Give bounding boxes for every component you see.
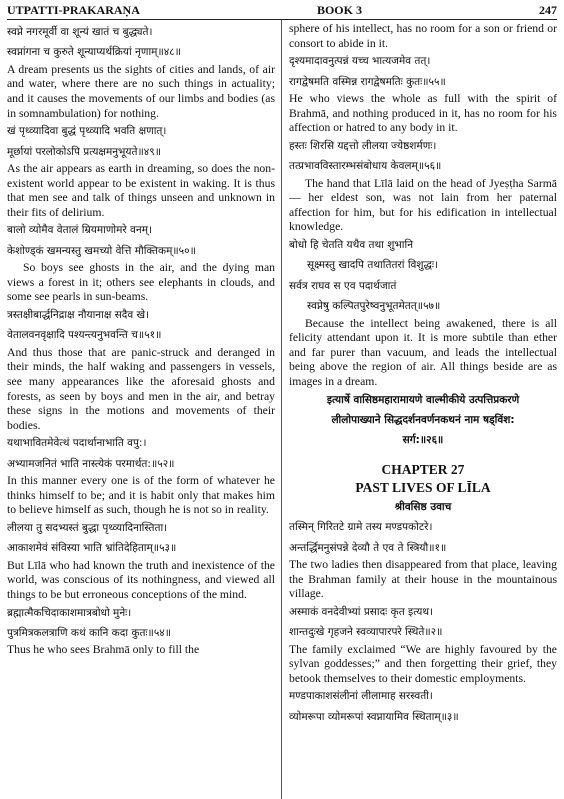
verse-line: अस्माकं वनदेवीभ्यां प्रसादः कृत इत्यथ।	[289, 605, 434, 618]
verse-line: स्वप्ने नगरमूर्वी वा शून्यं खातं च बुद्ध्यते।	[7, 26, 153, 38]
sanskrit-verse	[7, 603, 275, 644]
verse-line: स्वप्नांगना च कुरुते शून्याप्यर्थक्रियां नृणाम्॥४८॥	[7, 46, 181, 59]
translation-paragraph: And thus those that are panic-struck and deranged in their minds, the half waking and passengers in vessels, see many appearances like the aforesaid ghosts and forests, as seen by boys and men in the air, and betray these signs in the motions and movements of their bodies.	[7, 345, 275, 432]
verse-line: हस्तः शिरसि यद्दत्तो लीलया ज्येष्ठशर्मणः।	[289, 139, 437, 152]
sanskrit-verse	[7, 22, 275, 63]
verse-line: मण्डपाकाशसंलीनां लीलामाह सरस्वती।	[289, 690, 433, 703]
translation-paragraph: In this manner every one is of the form of whatever he thinks himself to be; and it is habit only that makes him to believe himself as such, though he is not so in reality.	[7, 474, 275, 517]
translation-paragraph: A dream presents us the sights of cities and lands, of air and water, where there are no such things in actuality; and it causes the movements of our limbs and bodies (as in somnambulation) for nothing.	[7, 62, 275, 120]
left-column	[7, 22, 275, 799]
verse-line: केशोण्ड्कं खमन्यस्तु खमच्यो वेत्ति मौक्तिकम्॥५०॥	[7, 244, 196, 257]
verse-line: रागद्वेषमति वस्मिन्न रागद्वेषमतिः कुतः॥५५॥	[289, 75, 446, 88]
verse-line: अभ्यामजनितं भाति नास्त्येकं परमार्थत:॥५२॥	[7, 457, 175, 470]
verse-line: आकाशमेवं संविस्या भाति भ्रांतिदेहिताम्॥५३॥	[7, 542, 177, 555]
verse-line: दृश्यमादावनुत्पन्नं यच्च भात्यजमेव तत्।	[289, 55, 431, 68]
sanskrit-verse	[7, 121, 275, 162]
verse-line: वेतालवनवृक्षादि पश्यन्त्यनुभवन्ति च॥५१॥	[7, 329, 162, 342]
verse-line: यथाभावितमेवेत्थं पदार्थानाभाति वपु:।	[7, 437, 147, 450]
translation-paragraph: He who views the whole as full with the spirit of Brahmā, and nothing produced in it, has no room for his affection or hatred to any body in it.	[289, 92, 557, 135]
sanskrit-verse	[7, 518, 275, 559]
verse-line: त्रस्तक्षीबार्द्धनिद्राक्ष नौयानाक्ष सदैव खे।	[7, 308, 150, 321]
verse-line: लीलोपाख्याने सिद्धदर्शनवर्णनकथनं नाम षड्विंश:	[331, 413, 515, 426]
header-rule	[7, 19, 557, 20]
verse-line: इत्यार्षे वासिष्ठमहारामायणे वाल्मीकीये उत्पत्तिप्रकरणे	[326, 393, 520, 406]
sanskrit-verse	[289, 136, 557, 177]
translation-paragraph: Thus he who sees Brahmā only to fill the	[7, 643, 200, 657]
sanskrit-verse	[7, 305, 275, 346]
colophon-verse	[289, 390, 557, 451]
verse-line: सर्वत्र राघव स एव पदार्थजातं	[289, 279, 397, 292]
sanskrit-verse	[289, 235, 557, 317]
verse-line: खं पृथ्व्यादिवा बुद्धं पृथ्व्यादि भवति क्षणात्।	[7, 125, 167, 138]
translation-paragraph: Because the intellect being awakened, there is all felicity attendant upon it. It is more subtile than ether and far purer than vacuum, and leads the intellectual being above the region of air. All things beside are as images in a dream.	[289, 316, 557, 388]
translation-paragraph: The two ladies then disappeared from that place, leaving the Brahman family at their house in the mountainous village.	[289, 558, 557, 601]
verse-line: श्रीवसिष्ठ उवाच	[394, 500, 452, 513]
sanskrit-verse	[7, 433, 275, 474]
sanskrit-verse	[289, 602, 557, 643]
verse-line: अन्तर्द्धिमनुसंपन्ने देव्यौ ते एव ते स्त्रियौ॥१॥	[289, 541, 447, 554]
verse-line: शान्तदुःखे गृहजने स्वव्यापारपरे स्थिते॥२॥	[289, 626, 443, 639]
sanskrit-verse	[289, 686, 557, 727]
verse-line: सूक्ष्मस्तु खादपि तथातितरां विशुद्धः।	[307, 259, 439, 272]
header-title: UTPATTI-PRAKARAṆA	[7, 2, 140, 17]
verse-line: सर्ग:॥२६॥	[402, 434, 444, 447]
sanskrit-verse	[289, 517, 557, 558]
verse-line: ब्रह्मात्मैकचिदाकाशमात्रबोधो मुनेः।	[7, 606, 132, 619]
column-divider	[281, 20, 282, 799]
sanskrit-verse	[289, 51, 557, 92]
verse-line: बालो व्योमैव वेतालं म्रियमाणोमरे वनम्।	[7, 224, 152, 237]
translation-paragraph: So boys see ghosts in the air, and the dying man views a forest in it; others see elephants in clouds, and some see pearls in sun-beams.	[7, 261, 275, 304]
verse-line: बोधो हि चेतति यथैव तथा शुभानि	[289, 238, 414, 251]
chapter-number: CHAPTER 27	[381, 461, 465, 477]
page-number: 247	[539, 2, 557, 17]
verse-line: तस्मिन् गिरितटे ग्रामे तस्य मण्डपकोटरे।	[289, 521, 433, 534]
translation-paragraph: As the air appears as earth in dreaming, so does the non-existent world appear to be existent in waking. It is thus that men see and talk of things unseen and unknown in their fits of delirium.	[7, 162, 275, 219]
right-column	[289, 22, 557, 799]
sanskrit-verse	[7, 220, 275, 261]
colophon-verse	[289, 497, 557, 517]
running-header	[7, 2, 557, 18]
verse-line: पुत्रमित्रकलत्राणि कथं कानि कदा कुतः॥५४॥	[7, 626, 172, 639]
translation-paragraph: But Līlā who had known the truth and inexistence of the world, was conscious of its nothingness, and viewed all things to be but erroneous conceptions of the mind.	[7, 558, 275, 601]
chapter-title: PAST LIVES OF LĪLA	[355, 479, 491, 495]
translation-paragraph: The family exclaimed “We are highly favoured by the sylvan goddesses;” and then forgetting their grief, they betook themselves to their domestic employments.	[289, 642, 557, 685]
header-book: BOOK 3	[316, 2, 362, 17]
translation-paragraph: The hand that Līlā laid on the head of Jyeṣṭha Sarmā— her eldest son, was not lain from her paternal affection for him, but for his edification in intellectual knowledge.	[289, 176, 557, 234]
verse-line: लीलया तु सदभ्यस्तं बुद्धा पृथ्व्यादिनास्तिता।	[7, 521, 168, 534]
verse-line: तत्प्रभावविस्तारम्भसंबोधाय केवलम्॥५६॥	[289, 160, 442, 173]
verse-line: व्योमरूपा व्योमरूपां स्वप्नायामिव स्थिताम्॥३॥	[289, 710, 459, 723]
translation-paragraph: sphere of his intellect, has no room for a son or friend or consort to abide in it.	[289, 22, 557, 50]
verse-line: स्वप्नेषु कल्पितपुरेष्वनुभूतमेतत्॥५७॥	[307, 300, 441, 313]
verse-line: मूर्छायां परलोकोऽपि प्रत्यक्षमनुभूयते॥४९॥	[7, 145, 162, 158]
